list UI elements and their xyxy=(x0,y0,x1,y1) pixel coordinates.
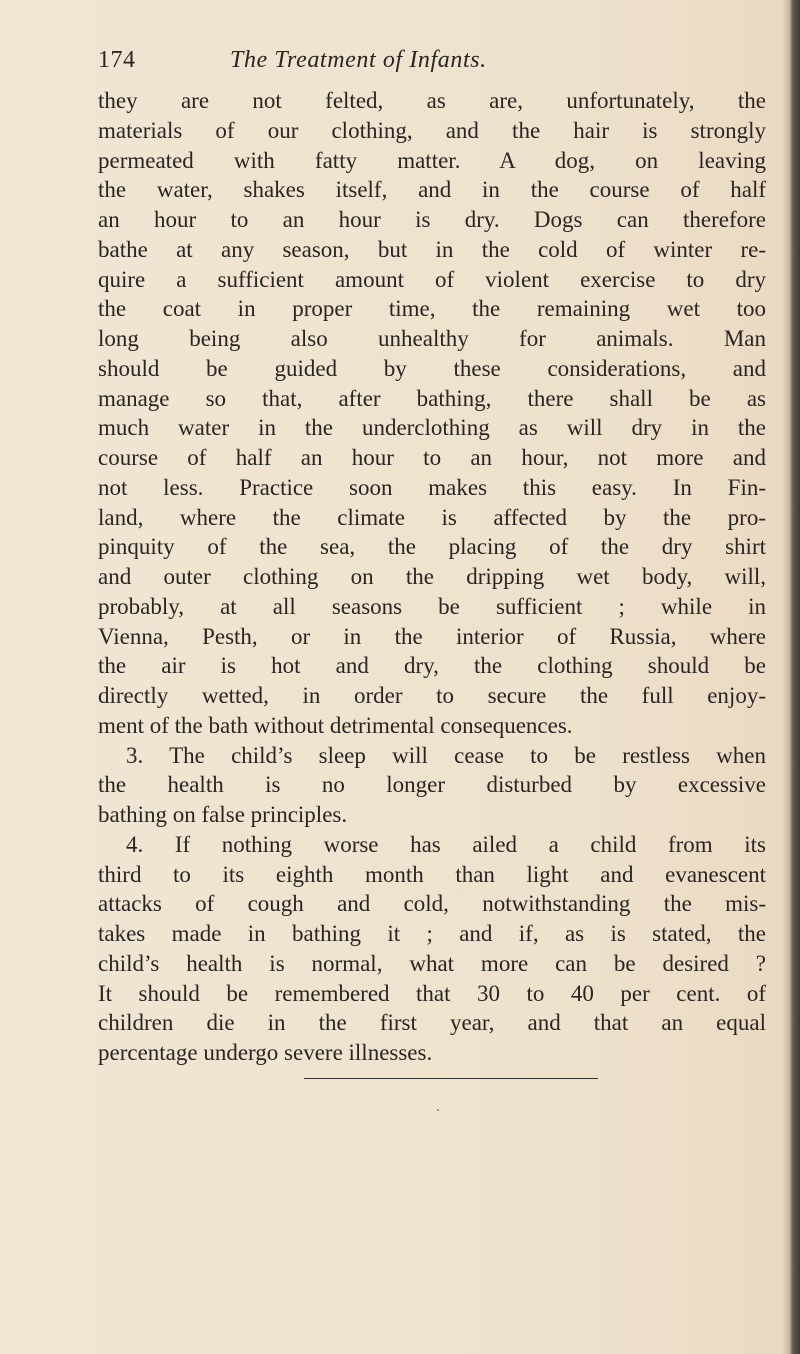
text-line: land, where the climate is affected by the pro- xyxy=(98,504,766,530)
text-line: child’s health is normal, what more can be desired ? xyxy=(98,950,766,976)
paper-speck xyxy=(437,1109,439,1111)
text-line: the air is hot and dry, the clothing should be xyxy=(98,653,766,679)
text-line: bathing on false principles. xyxy=(98,802,348,827)
text-line: children die in the first year, and that an equal xyxy=(98,1010,766,1036)
paragraph-line-numbered: 4. If nothing worse has ailed a child from its xyxy=(126,831,766,857)
text-line: and outer clothing on the dripping wet body, will, xyxy=(98,564,766,589)
text-line: ment of the bath without detrimental consequences. xyxy=(98,712,573,738)
text-line: not less. Practice soon makes this easy. In Fin- xyxy=(98,474,766,500)
text-line: pinquity of the sea, the placing of the dry shirt xyxy=(98,534,766,560)
text-line: the coat in proper time, the remaining wet too xyxy=(98,296,766,322)
text-line: probably, at all seasons be sufficient ; while in xyxy=(98,593,766,619)
text-line: third to its eighth month than light and evanescent xyxy=(98,861,766,887)
text-line: Vienna, Pesth, or in the interior of Russia, where xyxy=(98,623,766,649)
text-line: course of half an hour to an hour, not more and xyxy=(98,445,766,470)
text-line: long being also unhealthy for animals. Man xyxy=(98,326,766,351)
page-binding-edge xyxy=(782,0,800,1354)
body-text xyxy=(98,86,766,1068)
section-rule xyxy=(304,1078,598,1079)
text-line: permeated with fatty matter. A dog, on leaving xyxy=(98,147,766,173)
text-line: percentage undergo severe illnesses. xyxy=(98,1040,433,1065)
text-line: attacks of cough and cold, notwithstanding the mis- xyxy=(98,891,766,917)
text-line: should be guided by these considerations, and xyxy=(98,355,766,381)
text-line: bathe at any season, but in the cold of winter re- xyxy=(98,236,766,262)
running-header xyxy=(98,42,778,78)
text-line: the water, shakes itself, and in the course of half xyxy=(98,177,766,203)
text-line: the health is no longer disturbed by excessive xyxy=(98,772,766,798)
text-line: much water in the underclothing as will dry in the xyxy=(98,415,766,441)
text-line: takes made in bathing it ; and if, as is stated, the xyxy=(98,921,766,946)
text-line: manage so that, after bathing, there shall be as xyxy=(98,385,766,411)
text-line: quire a sufficient amount of violent exercise to dry xyxy=(98,266,766,292)
text-line: directly wetted, in order to secure the full enjoy- xyxy=(98,683,766,708)
text-line: It should be remembered that 30 to 40 per cent. of xyxy=(98,980,766,1006)
text-line: they are not felted, as are, unfortunately, the xyxy=(98,88,766,113)
text-line: an hour to an hour is dry. Dogs can therefore xyxy=(98,207,766,232)
running-title: The Treatment of Infants. xyxy=(230,47,487,73)
page-number: 174 xyxy=(98,47,136,73)
paragraph-line-numbered: 3. The child’s sleep will cease to be restless when xyxy=(126,742,766,768)
text-line: materials of our clothing, and the hair is strongly xyxy=(98,117,766,143)
